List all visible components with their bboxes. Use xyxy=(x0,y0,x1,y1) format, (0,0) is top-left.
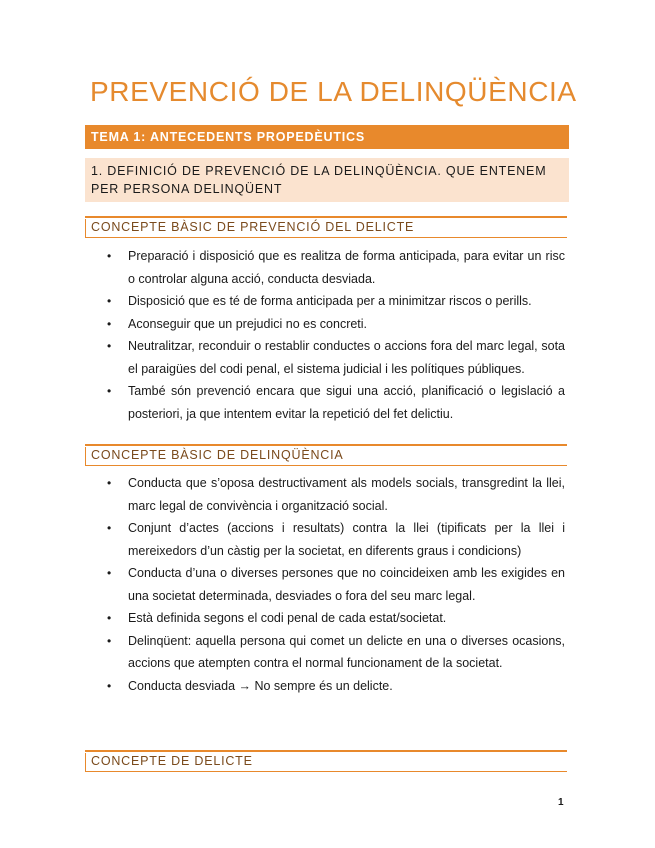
list-item xyxy=(107,245,565,290)
section-heading-1: 1. DEFINICIÓ DE PREVENCIÓ DE LA DELINQÜÈNCIA. QUE ENTENEM PER PERSONA DELINQÜENT xyxy=(85,158,569,202)
list-item-text: Delinqüent: aquella persona qui comet un delicte en una o diverses ocasions, accions que atempten contra el normal funcionament de la societat. xyxy=(128,633,565,670)
bullet-icon: • xyxy=(107,249,112,263)
bullet-icon: • xyxy=(107,566,112,580)
bullet-list-prevencio xyxy=(107,245,565,425)
subheading-prevencio: CONCEPTE BÀSIC DE PREVENCIÓ DEL DELICTE xyxy=(85,219,567,238)
list-item-text: Està definida segons el codi penal de cada estat/societat. xyxy=(128,611,447,625)
list-item-text: Aconseguir que un prejudici no es concreti. xyxy=(128,316,368,331)
list-item xyxy=(107,313,565,336)
list-item xyxy=(107,290,565,313)
list-item xyxy=(107,472,565,517)
list-item-text: També són prevenció encara que sigui una acció, planificació o legislació a posteriori, ja que intentem evitar la repetició del fet delictiu. xyxy=(128,384,565,421)
bullet-icon: • xyxy=(107,633,112,648)
page-number: 1 xyxy=(558,797,564,808)
list-item-text: Conducta desviada → No sempre és un delicte. xyxy=(128,678,393,693)
bullet-icon: • xyxy=(107,678,112,693)
list-item xyxy=(107,607,565,630)
bullet-icon: • xyxy=(107,339,112,353)
list-item-text: Preparació i disposició que es realitza de forma anticipada, para evitar un risc o controlar alguna acció, conducta desviada. xyxy=(128,249,565,286)
bullet-icon: • xyxy=(107,521,112,535)
list-item xyxy=(107,380,565,425)
list-item-text: Conducta d’una o diverses persones que no coincideixen amb les exigides en una societat determinada, desviades o fora del seu marc legal. xyxy=(128,566,565,603)
bullet-icon: • xyxy=(107,476,112,490)
document-title: PREVENCIÓ DE LA DELINQÜÈNCIA xyxy=(90,76,577,107)
bullet-icon: • xyxy=(107,384,112,398)
list-item xyxy=(107,675,565,698)
bullet-icon: • xyxy=(107,294,112,308)
list-item xyxy=(107,517,565,562)
list-item-text: Neutralitzar, reconduir o restablir conductes o accions fora del marc legal, sota el paraigües del codi penal, el sistema judicial i les polítiques públiques. xyxy=(128,339,565,376)
subheading-delinquencia: CONCEPTE BÀSIC DE DELINQÜÈNCIA xyxy=(85,447,567,466)
tema-heading: TEMA 1: ANTECEDENTS PROPEDÈUTICS xyxy=(85,125,569,149)
subheading-delicte: CONCEPTE DE DELICTE xyxy=(85,753,567,772)
list-item-text: Conducta que s’oposa destructivament als models socials, transgredint la llei, marc legal de convivència i organització social. xyxy=(128,476,565,513)
list-item xyxy=(107,335,565,380)
list-item-text: Conjunt d’actes (accions i resultats) contra la llei (tipificats per la llei i mereixedors d’un càstig per la societat, en diferents graus i condicions) xyxy=(128,521,565,558)
bullet-list-delinquencia xyxy=(107,472,565,697)
list-item xyxy=(107,630,565,675)
bullet-icon: • xyxy=(107,611,112,625)
list-item xyxy=(107,562,565,607)
list-item-text: Disposició que es té de forma anticipada per a minimitzar riscos o perills. xyxy=(128,294,532,308)
bullet-icon: • xyxy=(107,316,112,331)
